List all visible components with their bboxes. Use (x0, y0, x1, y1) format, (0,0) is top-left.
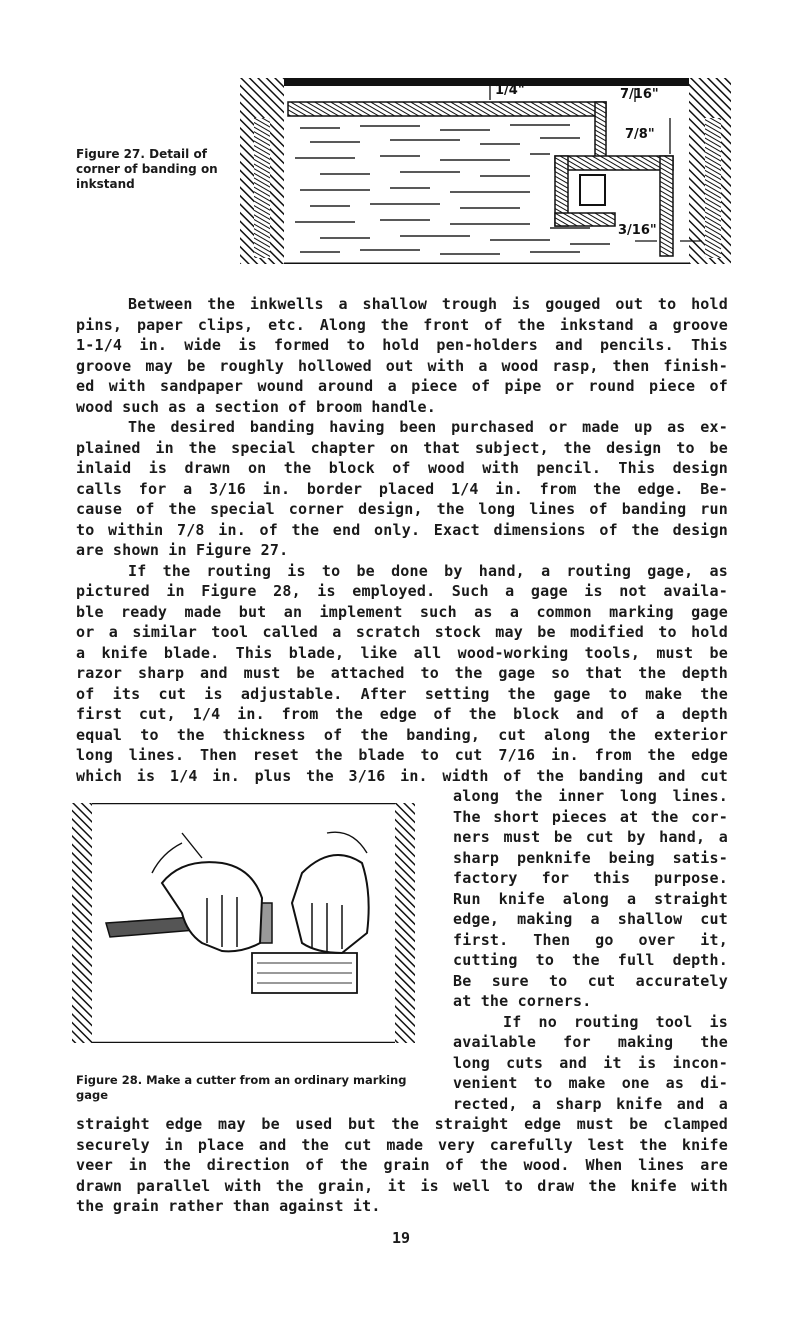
text-line: the grain rather than against it. (76, 1197, 381, 1215)
dim-quarter-label: 1/4" (495, 83, 525, 98)
text-line: razor sharp and must be attached to the gage so that the depth (76, 664, 728, 682)
text-line: If no routing tool is (503, 1012, 728, 1031)
dim-seven-eighths-label: 7/8" (625, 127, 655, 142)
text-line: first cut, 1/4 in. from the edge of the block and of a depth (76, 705, 728, 723)
text-line: plained in the special chapter on that subject, the design to be (76, 438, 728, 457)
text-line: ble ready made but an implement such as a common marking gage (76, 602, 728, 621)
text-line: 1-1/4 in. wide is formed to hold pen-holders and pencils. This (76, 336, 728, 354)
text-line: wood such as a section of broom handle. (76, 397, 436, 416)
text-line: rected, a sharp knife and a (453, 1094, 728, 1113)
text-line: sharp penknife being satis- (453, 848, 728, 867)
text-line: pins, paper clips, etc. Along the front of the inkstand a groove (76, 315, 728, 334)
dim-three-sixteenths-label: 3/16" (618, 223, 657, 238)
text-line: are shown in Figure 27. (76, 541, 289, 559)
text-line: long lines. Then reset the blade to cut 7/16 in. from the edge (76, 746, 728, 764)
figure-27-caption (76, 147, 226, 192)
text-line: ners must be cut by hand, a (453, 828, 728, 846)
text-line: ed with sandpaper wound around a piece of pipe or round piece of (76, 377, 728, 395)
text-line: pictured in Figure 28, is employed. Such a gage is not availa- (76, 582, 728, 600)
dim-seven-sixteenths-label: 7/16" (620, 87, 659, 102)
text-line: inlaid is drawn on the block of wood with pencil. This design (76, 459, 728, 477)
text-line: calls for a 3/16 in. border placed 1/4 in. from the edge. Be- (76, 479, 728, 498)
text-line: Be sure to cut accurately (453, 971, 728, 990)
text-line: equal to the thickness of the banding, cut along the exterior (76, 725, 728, 744)
text-line: The desired banding having been purchased or made up as ex- (128, 418, 728, 436)
figure-28-marking-gage-illustration (72, 803, 415, 1043)
text-line: edge, making a shallow cut (453, 910, 728, 928)
text-line: cutting to the full depth. (453, 951, 728, 969)
text-line: a knife blade. This blade, like all wood-working tools, must be (76, 643, 728, 662)
text-line: to within 7/8 in. of the end only. Exact dimensions of the design (76, 520, 728, 539)
text-line: The short pieces at the cor- (453, 807, 728, 826)
text-line: at the corners. (453, 992, 592, 1010)
text-line: cause of the special corner design, the long lines of banding run (76, 500, 728, 518)
caption-line: inkstand (76, 177, 135, 191)
text-line: first. Then go over it, (453, 930, 728, 949)
text-line: groove may be roughly hollowed out with a wood rasp, then finish- (76, 356, 728, 375)
text-line: which is 1/4 in. plus the 3/16 in. width of the banding and cut (76, 766, 728, 785)
page-number: 19 (392, 1229, 411, 1247)
text-line: Run knife along a straight (453, 889, 728, 908)
text-line: If the routing is to be done by hand, a routing gage, as (128, 561, 728, 580)
text-line: or a similar tool called a scratch stock may be modified to hold (76, 623, 728, 641)
caption-line: gage (76, 1088, 109, 1102)
text-line: venient to make one as di- (453, 1074, 728, 1092)
text-line: along the inner long lines. (453, 787, 728, 805)
caption-line: Figure 27. Detail of (76, 147, 207, 161)
text-line: factory for this purpose. (453, 869, 728, 887)
text-line: veer in the direction of the grain of the wood. When lines are (76, 1156, 728, 1174)
text-line: available for making the (453, 1033, 728, 1051)
text-line: of its cut is adjustable. After setting the gage to make the (76, 684, 728, 703)
text-line: drawn parallel with the grain, it is well to draw the knife with (76, 1176, 728, 1195)
text-line: long cuts and it is incon- (453, 1053, 728, 1072)
figure-27-banding-diagram (240, 78, 731, 264)
caption-line: corner of banding on (76, 162, 218, 176)
text-line: Between the inkwells a shallow trough is gouged out to hold (128, 295, 728, 313)
text-line: securely in place and the cut made very carefully lest the knife (76, 1135, 728, 1154)
figure-28-caption (76, 1073, 436, 1103)
caption-line: Figure 28. Make a cutter from an ordinary marking (76, 1073, 407, 1087)
text-line: straight edge may be used but the straight edge must be clamped (76, 1115, 728, 1133)
